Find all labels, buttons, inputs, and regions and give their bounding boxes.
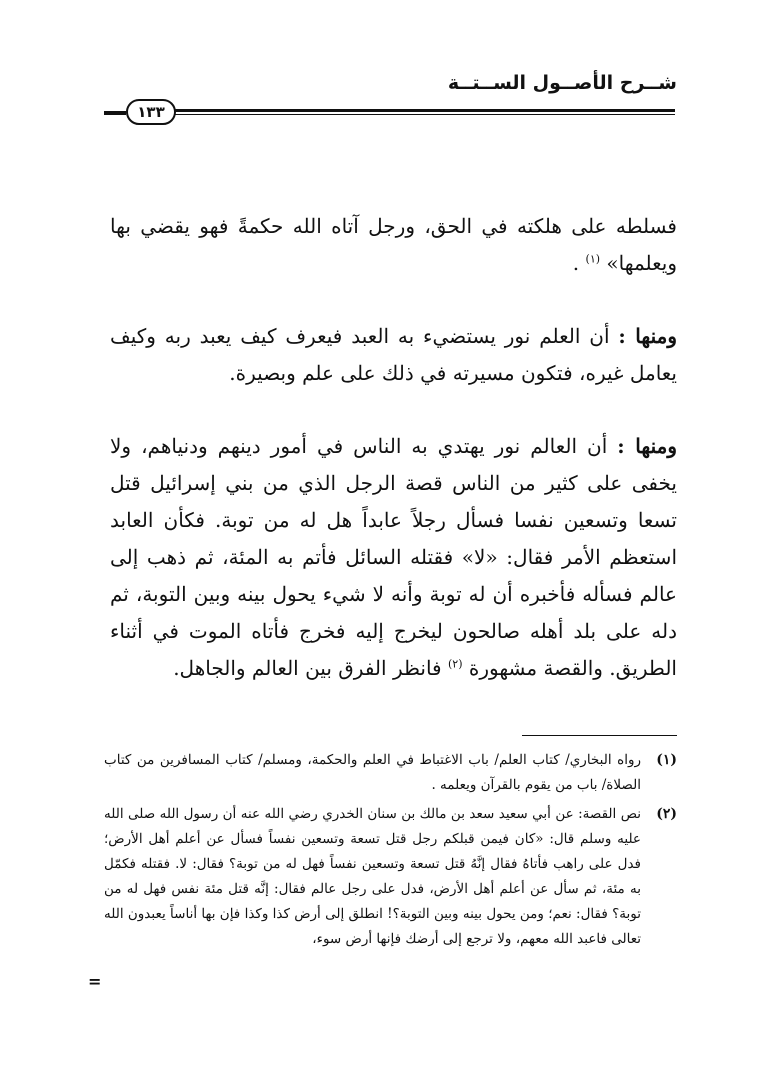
header-rule-left-segment	[104, 111, 126, 115]
footnote-separator	[522, 735, 677, 736]
running-header-title: شــرح الأصــول الســتــة	[447, 72, 677, 94]
paragraph-3	[110, 428, 677, 687]
page-number: ١٣٣	[126, 99, 176, 125]
footnote-1-number: (١)	[656, 752, 677, 768]
footnote-2-text: نص القصة: عن أبي سعيد سعد بن مالك بن سنان الخدري رضي الله عنه أن رسول الله صلى الله عليه وسلم قال: «كان فيمن قبلكم رجل قتل تسعة وتسعين نفساً فسأل عن أعلم أهل الأرض؛ فدل على راهب فأتاهُ فقال إنَّهُ قتل تسعة وتسعين نفساً فهل له من توبة؟ فقال: لا. فقتله فكمّل به مئة، ثم سأل عن أعلم أهل الأرض، فدل على رجل عالم فقال: إنَّه قتل مئة نفس فهل له من توبة؟ فقال: نعم؛ ومن يحول بينه وبين التوبة؟! انطلق إلى أرض كذا وكذا فإن بها أناساً يعبدون الله تعالى فاعبد الله معهم، ولا ترجع إلى أرضك فإنها أرض سوء،	[104, 806, 641, 947]
footnote-1	[104, 748, 677, 798]
paragraph-2-text: أن العلم نور يستضيء به العبد فيعرف كيف يعبد ربه وكيف يعامل غيره، فتكون مسيرته في ذلك على علم وبصيرة.	[110, 324, 677, 385]
paragraph-2	[110, 318, 677, 392]
footnotes	[104, 748, 677, 956]
main-text	[110, 208, 677, 687]
footnote-continuation-mark: =	[88, 972, 102, 991]
footnote-ref-1: (١)	[585, 252, 601, 266]
paragraph-2-lead: ومنها :	[618, 324, 677, 348]
header-rule	[174, 109, 675, 115]
footnote-ref-2: (٢)	[447, 657, 463, 671]
paragraph-1-text: فسلطه على هلكته في الحق، ورجل آتاه الله حكمةً فهو يقضي بها ويعلمها»	[110, 214, 677, 275]
paragraph-1-tail: .	[572, 251, 580, 275]
paragraph-3-lead: ومنها :	[617, 434, 677, 458]
paragraph-3-tail: فانظر الفرق بين العالم والجاهل.	[173, 656, 442, 680]
paragraph-3-text: أن العالم نور يهتدي به الناس في أمور دينهم ودنياهم، ولا يخفى على كثير من الناس قصة الرجل الذي من بني إسرائيل قتل تسعا وتسعين نفسا فسأل رجلاً عابداً هل له من توبة. فكأن العابد استعظم الأمر فقال: «لا» فقتله السائل فأتم به المئة، ثم ذهب إلى عالم فسأله فأخبره أن له توبة وأنه لا شيء يحول بينه وبين التوبة، ثم دله على بلد أهله صالحون ليخرج إليه فخرج فأتاه الموت في أثناء الطريق. والقصة مشهورة	[110, 434, 677, 680]
footnote-1-text: رواه البخاري/ كتاب العلم/ باب الاغتباط في العلم والحكمة، ومسلم/ كتاب المسافرين من كتاب الصلاة/ باب من يقوم بالقرآن ويعلمه .	[104, 752, 641, 793]
paragraph-1	[110, 208, 677, 282]
footnote-2-number: (٢)	[656, 806, 677, 822]
footnote-2	[104, 802, 677, 952]
